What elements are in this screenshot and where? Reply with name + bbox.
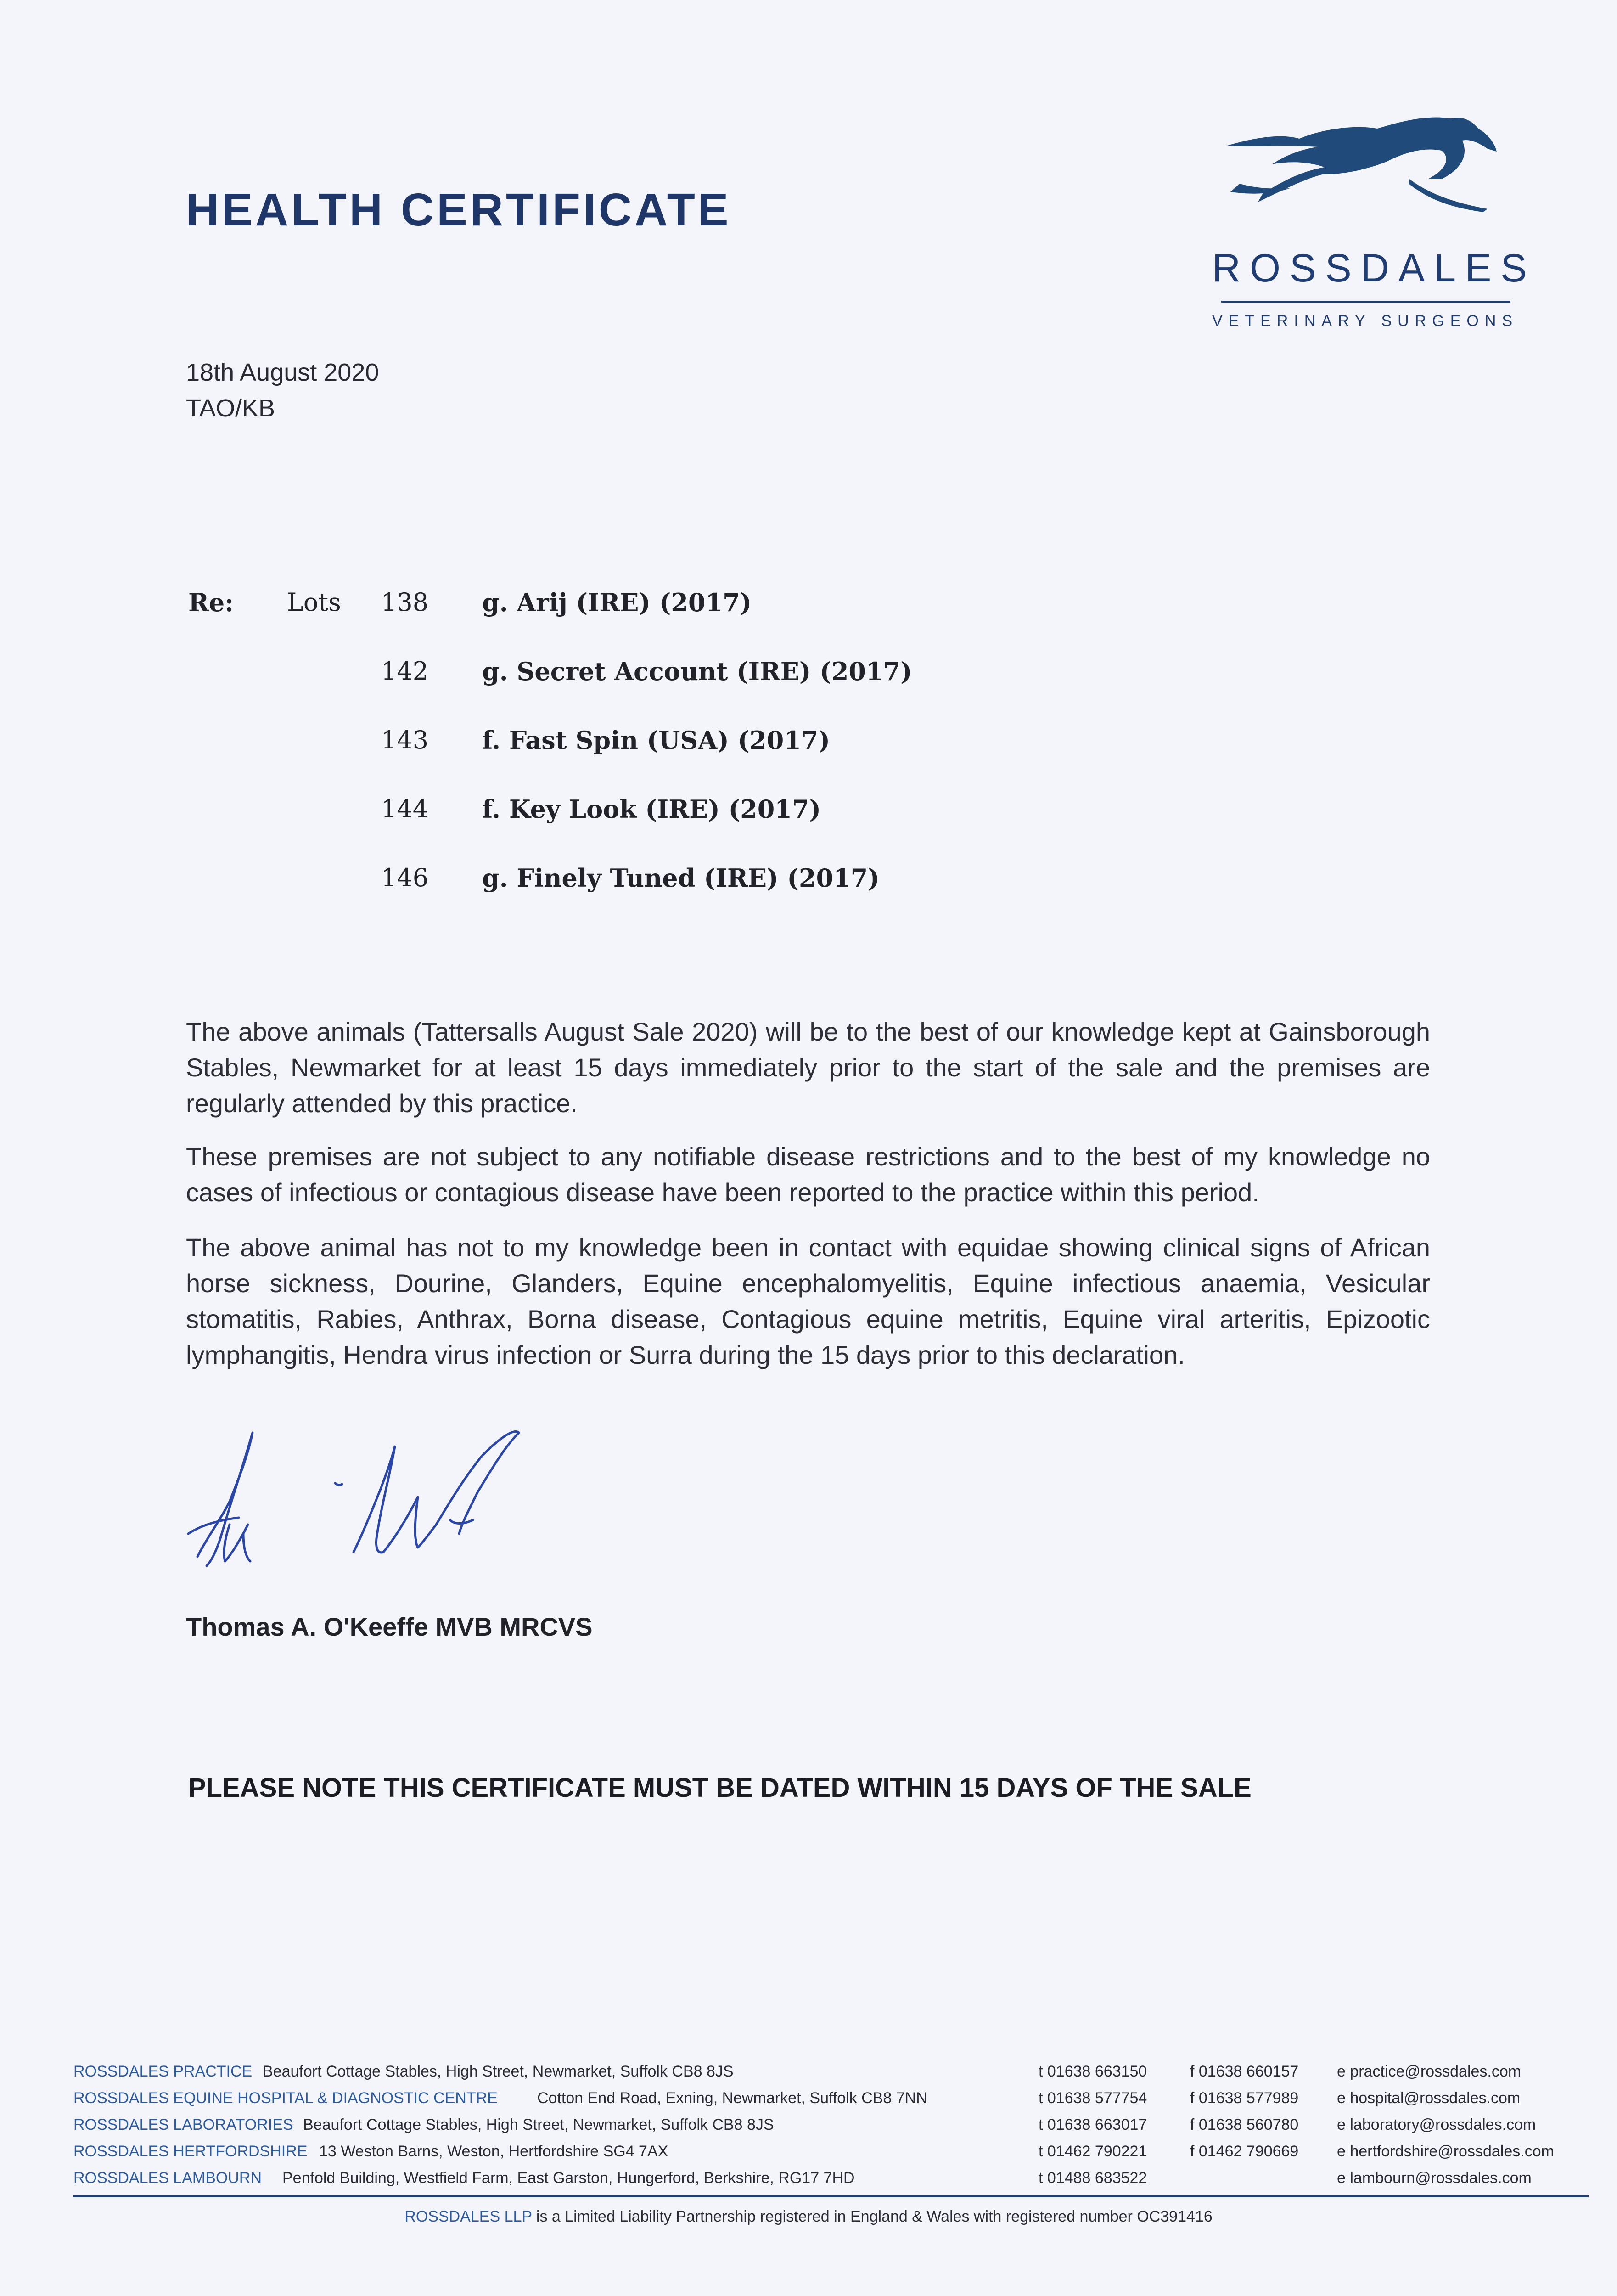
footer-office-row: [0, 2169, 1617, 2196]
lots-block: [0, 0, 1617, 918]
llp-text: is a Limited Liability Partnership registered in England & Wales with registered number OC391416: [536, 2208, 1213, 2225]
body-paragraph: The above animal has not to my knowledge been in contact with equidae showing clinical signs of African horse sickness, Dourine, Glanders, Equine encephalomyelitis, Equine infectious anaemia, Vesicular stomatitis, Rabies, Anthrax, Borna disease, Contagious equine metritis, Equine viral arteritis, Epizootic lymphangitis, Hendra virus infection or Surra during the 15 days prior to this declaration.: [186, 1233, 1430, 1369]
office-email: e practice@rossdales.com: [1337, 2063, 1522, 2080]
office-address: Cotton End Road, Exning, Newmarket, Suffolk CB8 7NN: [537, 2089, 927, 2107]
lot-number: 146: [381, 863, 429, 892]
office-name: ROSSDALES EQUINE HOSPITAL & DIAGNOSTIC CENTRE: [73, 2089, 498, 2107]
office-phone: t 01638 663017: [1039, 2116, 1147, 2133]
document-title: HEALTH CERTIFICATE: [186, 184, 731, 236]
footer-office-row: [0, 2143, 1617, 2169]
office-address: Beaufort Cottage Stables, High Street, Newmarket, Suffolk CB8 8JS: [263, 2063, 734, 2080]
letter-date: 18th August 2020: [186, 359, 379, 386]
office-fax: f 01638 577989: [1190, 2089, 1299, 2107]
lot-horse: g. Finely Tuned (IRE) (2017): [482, 863, 880, 893]
office-fax: f 01462 790669: [1190, 2143, 1299, 2160]
lot-number: 138: [381, 588, 429, 617]
office-email: e hertfordshire@rossdales.com: [1337, 2143, 1554, 2160]
footer-office-row: [0, 2116, 1617, 2143]
lot-horse: g. Secret Account (IRE) (2017): [482, 657, 912, 686]
body-paragraph: The above animals (Tattersalls August Sale 2020) will be to the best of our knowledge kept at Gainsborough Stables, Newmarket for at least 15 days immediately prior to the start of the sale and the premises are regularly attended by this practice.: [186, 1017, 1430, 1118]
office-name: ROSSDALES PRACTICE: [73, 2063, 253, 2080]
office-name: ROSSDALES LABORATORIES: [73, 2116, 293, 2133]
lot-horse: f. Key Look (IRE) (2017): [482, 794, 821, 824]
sale-date-notice: PLEASE NOTE THIS CERTIFICATE MUST BE DATED WITHIN 15 DAYS OF THE SALE: [188, 1773, 1252, 1803]
office-email: e laboratory@rossdales.com: [1337, 2116, 1536, 2133]
office-address: 13 Weston Barns, Weston, Hertfordshire SG4 7AX: [319, 2143, 668, 2160]
llp-name: ROSSDALES LLP: [404, 2208, 532, 2225]
footer-office-row: [0, 2089, 1617, 2116]
office-address: Beaufort Cottage Stables, High Street, Newmarket, Suffolk CB8 8JS: [303, 2116, 774, 2133]
lots-label: Lots: [287, 588, 341, 617]
office-name: ROSSDALES LAMBOURN: [73, 2169, 262, 2187]
re-label: Re:: [188, 588, 234, 617]
brand-tagline: VETERINARY SURGEONS: [1212, 312, 1519, 330]
brand-name: ROSSDALES: [1212, 246, 1536, 290]
footer-divider: [73, 2195, 1589, 2197]
signer-name: Thomas A. O'Keeffe MVB MRCVS: [186, 1612, 593, 1641]
letter-reference: TAO/KB: [186, 394, 275, 422]
lot-number: 142: [381, 657, 429, 686]
office-address: Penfold Building, Westfield Farm, East Garston, Hungerford, Berkshire, RG17 7HD: [282, 2169, 855, 2187]
office-fax: f 01638 560780: [1190, 2116, 1299, 2133]
office-email: e hospital@rossdales.com: [1337, 2089, 1521, 2107]
office-fax: f 01638 660157: [1190, 2063, 1299, 2080]
office-phone: t 01488 683522: [1039, 2169, 1147, 2187]
lot-number: 143: [381, 726, 429, 754]
footer-office-row: [0, 2063, 1617, 2089]
llp-registration: [0, 2208, 1617, 2226]
office-phone: t 01638 663150: [1039, 2063, 1147, 2080]
lot-horse: f. Fast Spin (USA) (2017): [482, 726, 831, 755]
office-name: ROSSDALES HERTFORDSHIRE: [73, 2143, 308, 2160]
body-paragraph: These premises are not subject to any notifiable disease restrictions and to the best of my knowledge no cases of infectious or contagious disease have been reported to the practice within this period.: [186, 1142, 1430, 1207]
lot-horse: g. Arij (IRE) (2017): [482, 588, 752, 617]
office-phone: t 01462 790221: [1039, 2143, 1147, 2160]
handwritten-signature: [179, 1387, 556, 1598]
office-phone: t 01638 577754: [1039, 2089, 1147, 2107]
lot-number: 144: [381, 794, 429, 823]
office-email: e lambourn@rossdales.com: [1337, 2169, 1532, 2187]
